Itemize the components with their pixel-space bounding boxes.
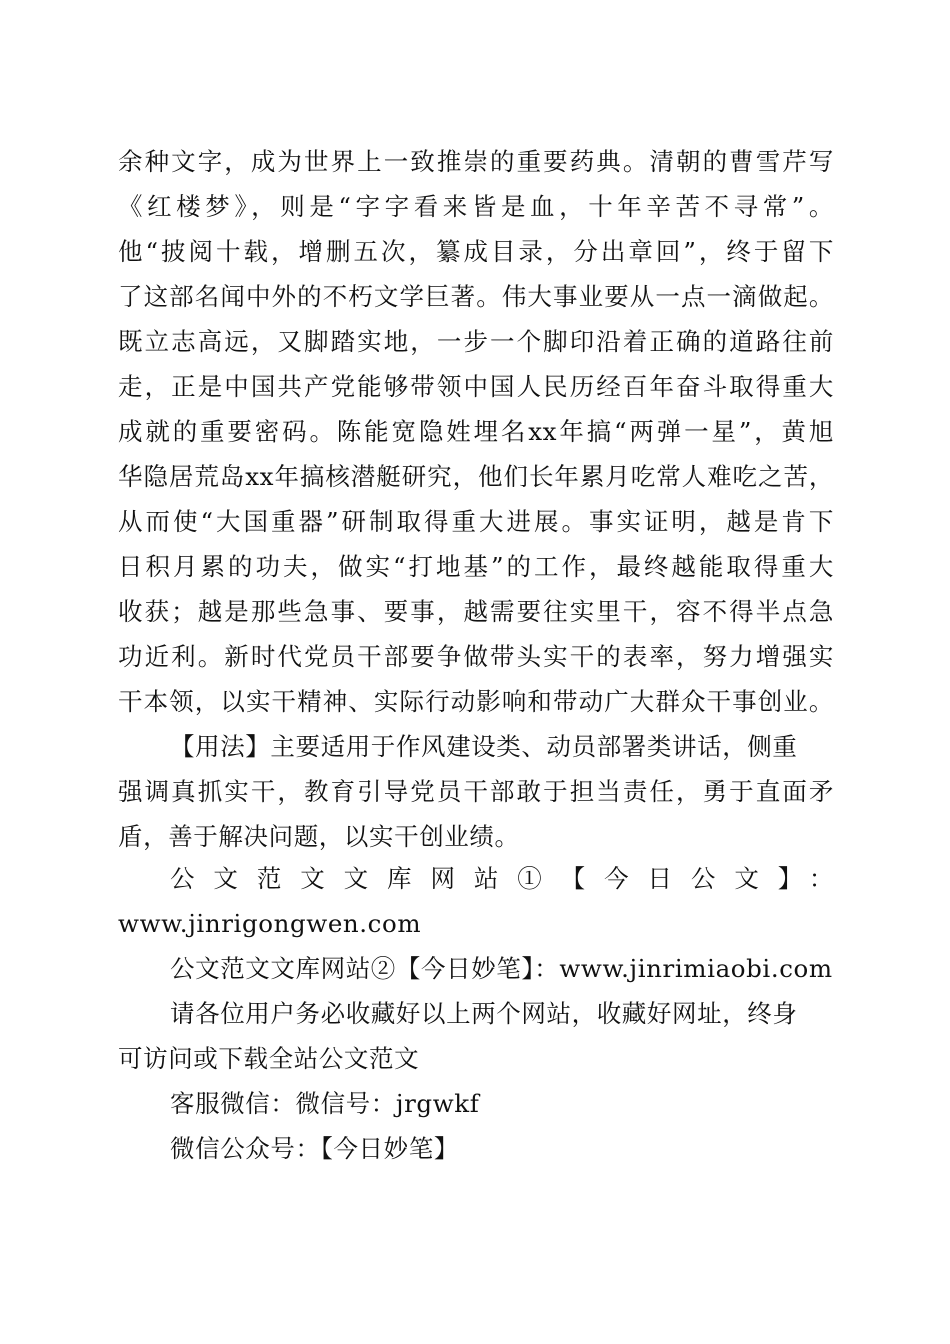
wechat-account-line: 微信公众号：【今日妙笔】 xyxy=(170,1134,459,1163)
site1-url[interactable]: www.jinrigongwen.com xyxy=(118,909,422,938)
customer-service-line: 客服微信：微信号：jrgwkf xyxy=(170,1089,480,1118)
body-line: 走，正是中国共产党能够带领中国人民历经百年奋斗取得重大 xyxy=(118,372,834,401)
body-line: 他“披阅十载，增删五次，纂成目录，分出章回”，终于留下 xyxy=(118,237,834,266)
wechat-account-paragraph xyxy=(118,1126,834,1171)
customer-service-paragraph xyxy=(118,1081,834,1126)
body-line: 干本领，以实干精神、实际行动影响和带动广大群众干事创业。 xyxy=(118,687,834,716)
body-line: 收获；越是那些急事、要事，越需要往实里干，容不得半点急 xyxy=(118,597,834,626)
body-line: 了这部名闻中外的不朽文学巨著。伟大事业要从一点一滴做起。 xyxy=(118,282,834,311)
usage-line: 强调真抓实干，教育引导党员干部敢于担当责任，勇于直面矛 xyxy=(118,777,834,806)
site1-label: 公文范文文库网站①【今日公文】： xyxy=(170,864,834,893)
notice-line: 可访问或下载全站公文范文 xyxy=(118,1044,420,1073)
site2-paragraph xyxy=(118,946,834,991)
usage-paragraph xyxy=(118,724,834,859)
body-line: 从而使“大国重器”研制取得重大进展。事实证明，越是肯下 xyxy=(118,507,834,536)
site1-paragraph xyxy=(118,856,834,946)
notice-paragraph xyxy=(118,991,834,1081)
usage-line: 【用法】主要适用于作风建设类、动员部署类讲话，侧重 xyxy=(170,732,798,761)
body-line: 《红楼梦》，则是“字字看来皆是血，十年辛苦不寻常”。 xyxy=(118,192,834,221)
body-line: 成就的重要密码。陈能宽隐姓埋名xx年搞“两弹一星”，黄旭 xyxy=(118,417,834,446)
body-paragraph xyxy=(118,139,834,724)
body-line: 功近利。新时代党员干部要争做带头实干的表率，努力增强实 xyxy=(118,642,834,671)
body-line: 日积月累的功夫，做实“打地基”的工作，最终越能取得重大 xyxy=(118,552,834,581)
usage-line: 盾，善于解决问题，以实干创业绩。 xyxy=(118,822,520,851)
site2-line[interactable]: 公文范文文库网站②【今日妙笔】：www.jinrimiaobi.com xyxy=(170,954,833,983)
body-line: 余种文字，成为世界上一致推崇的重要药典。清朝的曹雪芹写 xyxy=(118,147,834,176)
notice-line: 请各位用户务必收藏好以上两个网站，收藏好网址，终身 xyxy=(170,999,798,1028)
body-line: 华隐居荒岛xx年搞核潜艇研究，他们长年累月吃常人难吃之苦， xyxy=(118,462,834,491)
body-line: 既立志高远，又脚踏实地，一步一个脚印沿着正确的道路往前 xyxy=(118,327,834,356)
